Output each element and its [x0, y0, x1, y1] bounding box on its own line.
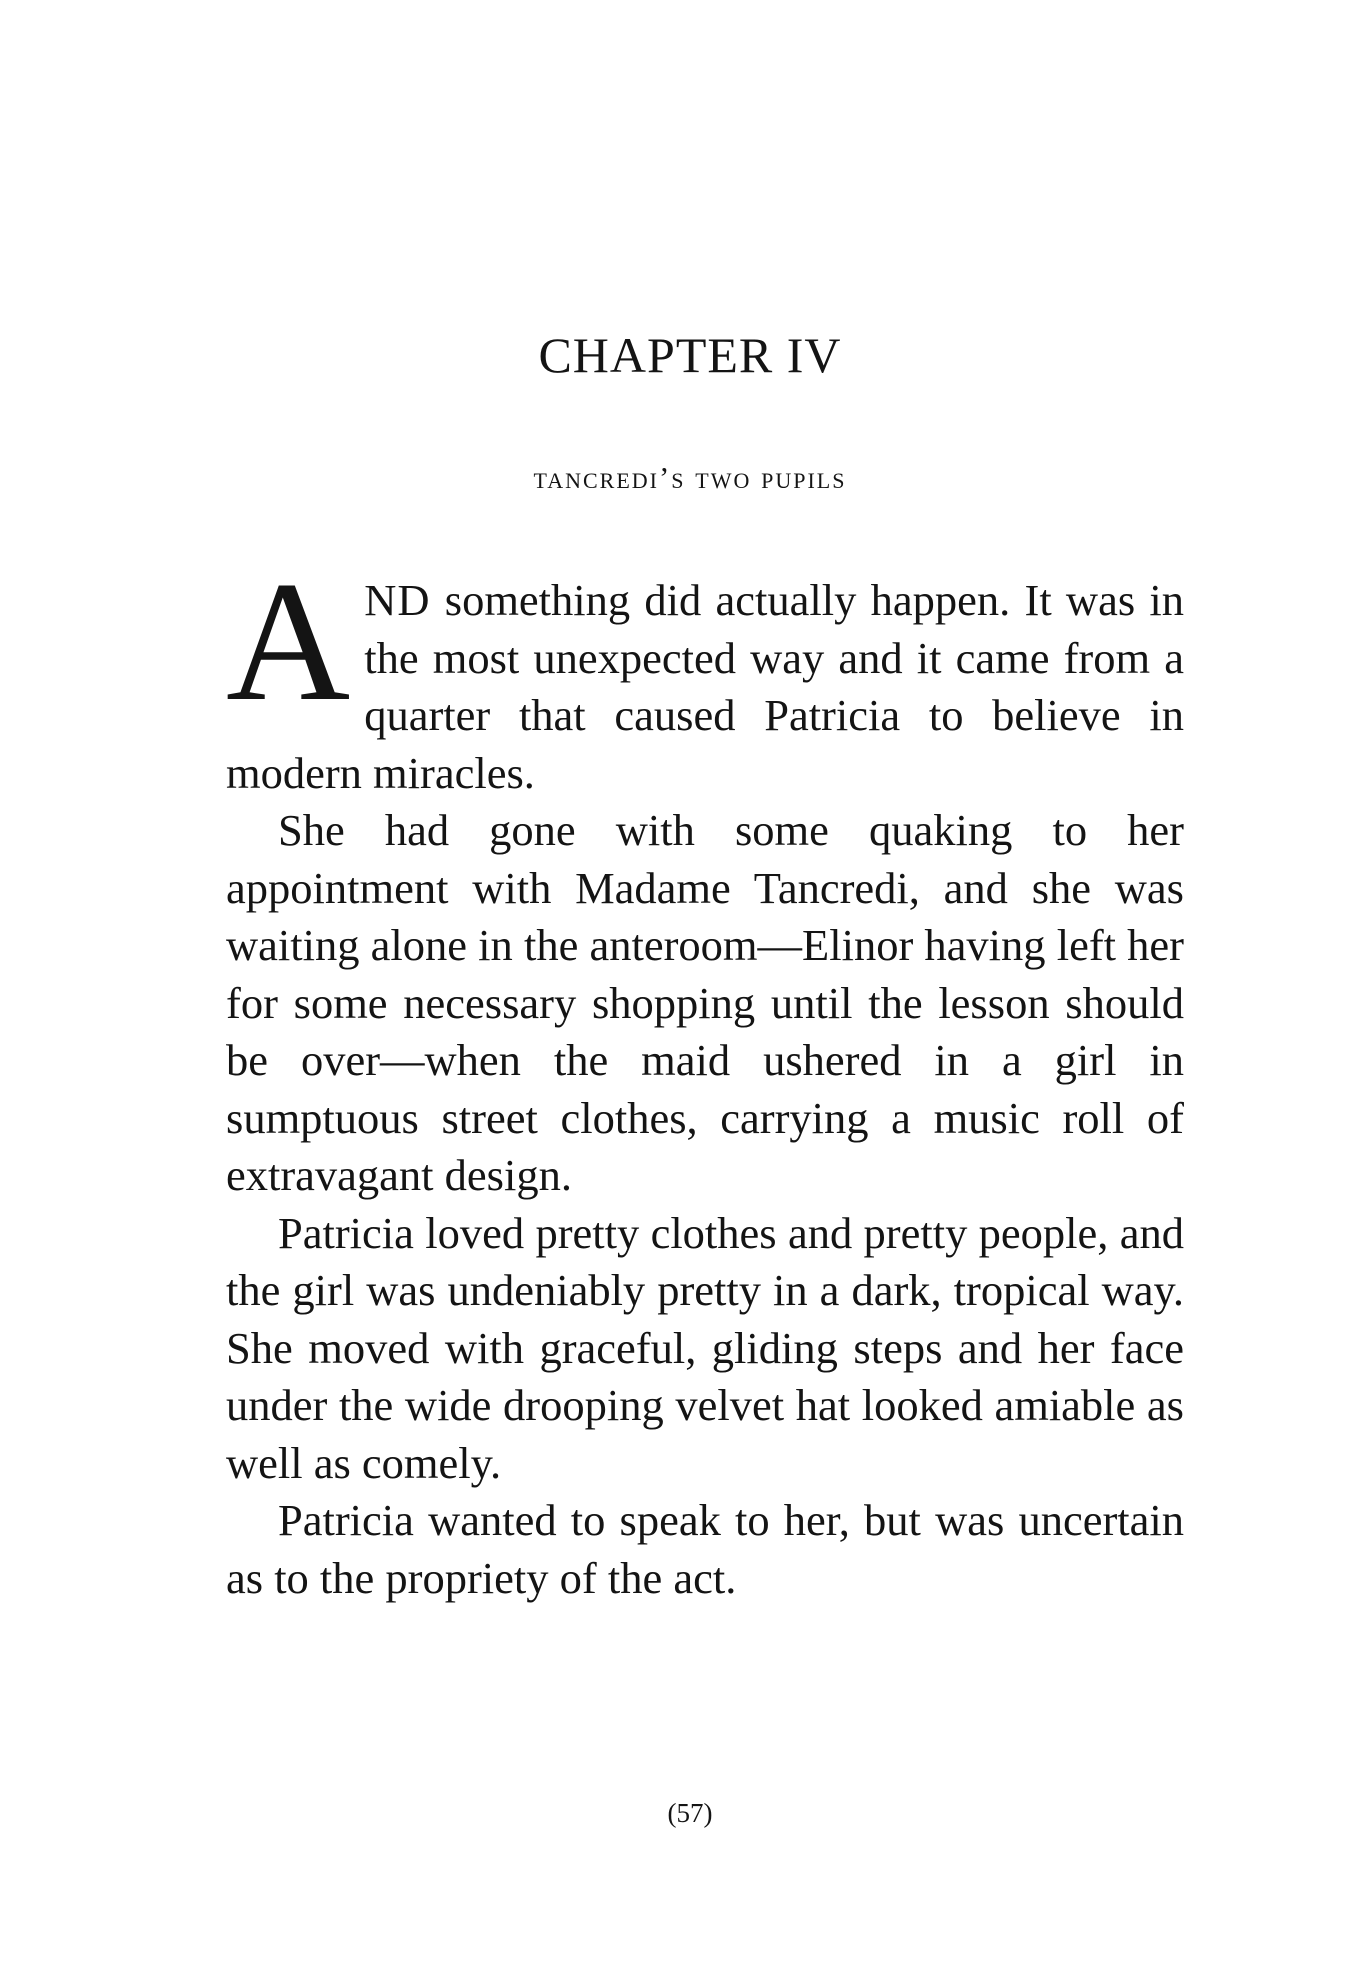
chapter-title: CHAPTER IV: [538, 327, 842, 383]
paragraph-1: [226, 547, 1184, 802]
drop-cap: A: [226, 547, 351, 737]
paragraph-text: She had gone with some quaking to her appointment with Madame Tancredi, and she was waiting alone in the anteroom—Elinor having left her for some necessary shopping until the lesson should be over—when the maid ushered in a girl in sumptuous street clothes, carrying a music roll of extravagant design.: [226, 805, 1184, 1200]
page-number: (57): [667, 1798, 713, 1828]
body-text: [226, 547, 1184, 1607]
paragraph-text: Patricia loved pretty clothes and pretty people, and the girl was undeniably pretty in a dark, tropical way. She moved with graceful, gliding steps and her face under the wide drooping velvet hat looked amiable as well as comely.: [226, 1207, 1184, 1488]
paragraph-text: Patricia wanted to speak to her, but was uncertain as to the propriety of the act.: [226, 1495, 1184, 1603]
paragraph-2: [226, 802, 1184, 1205]
paragraph-text: something did actually happen. It was in the most unexpected way and it came from a quarter that caused Patricia to believe in modern miracles.: [226, 575, 1184, 798]
drop-cap-lead: ND: [364, 575, 431, 625]
paragraph-4: [226, 1492, 1184, 1607]
chapter-subtitle: tancredi’s two pupils: [533, 460, 847, 495]
paragraph-3: [226, 1205, 1184, 1493]
